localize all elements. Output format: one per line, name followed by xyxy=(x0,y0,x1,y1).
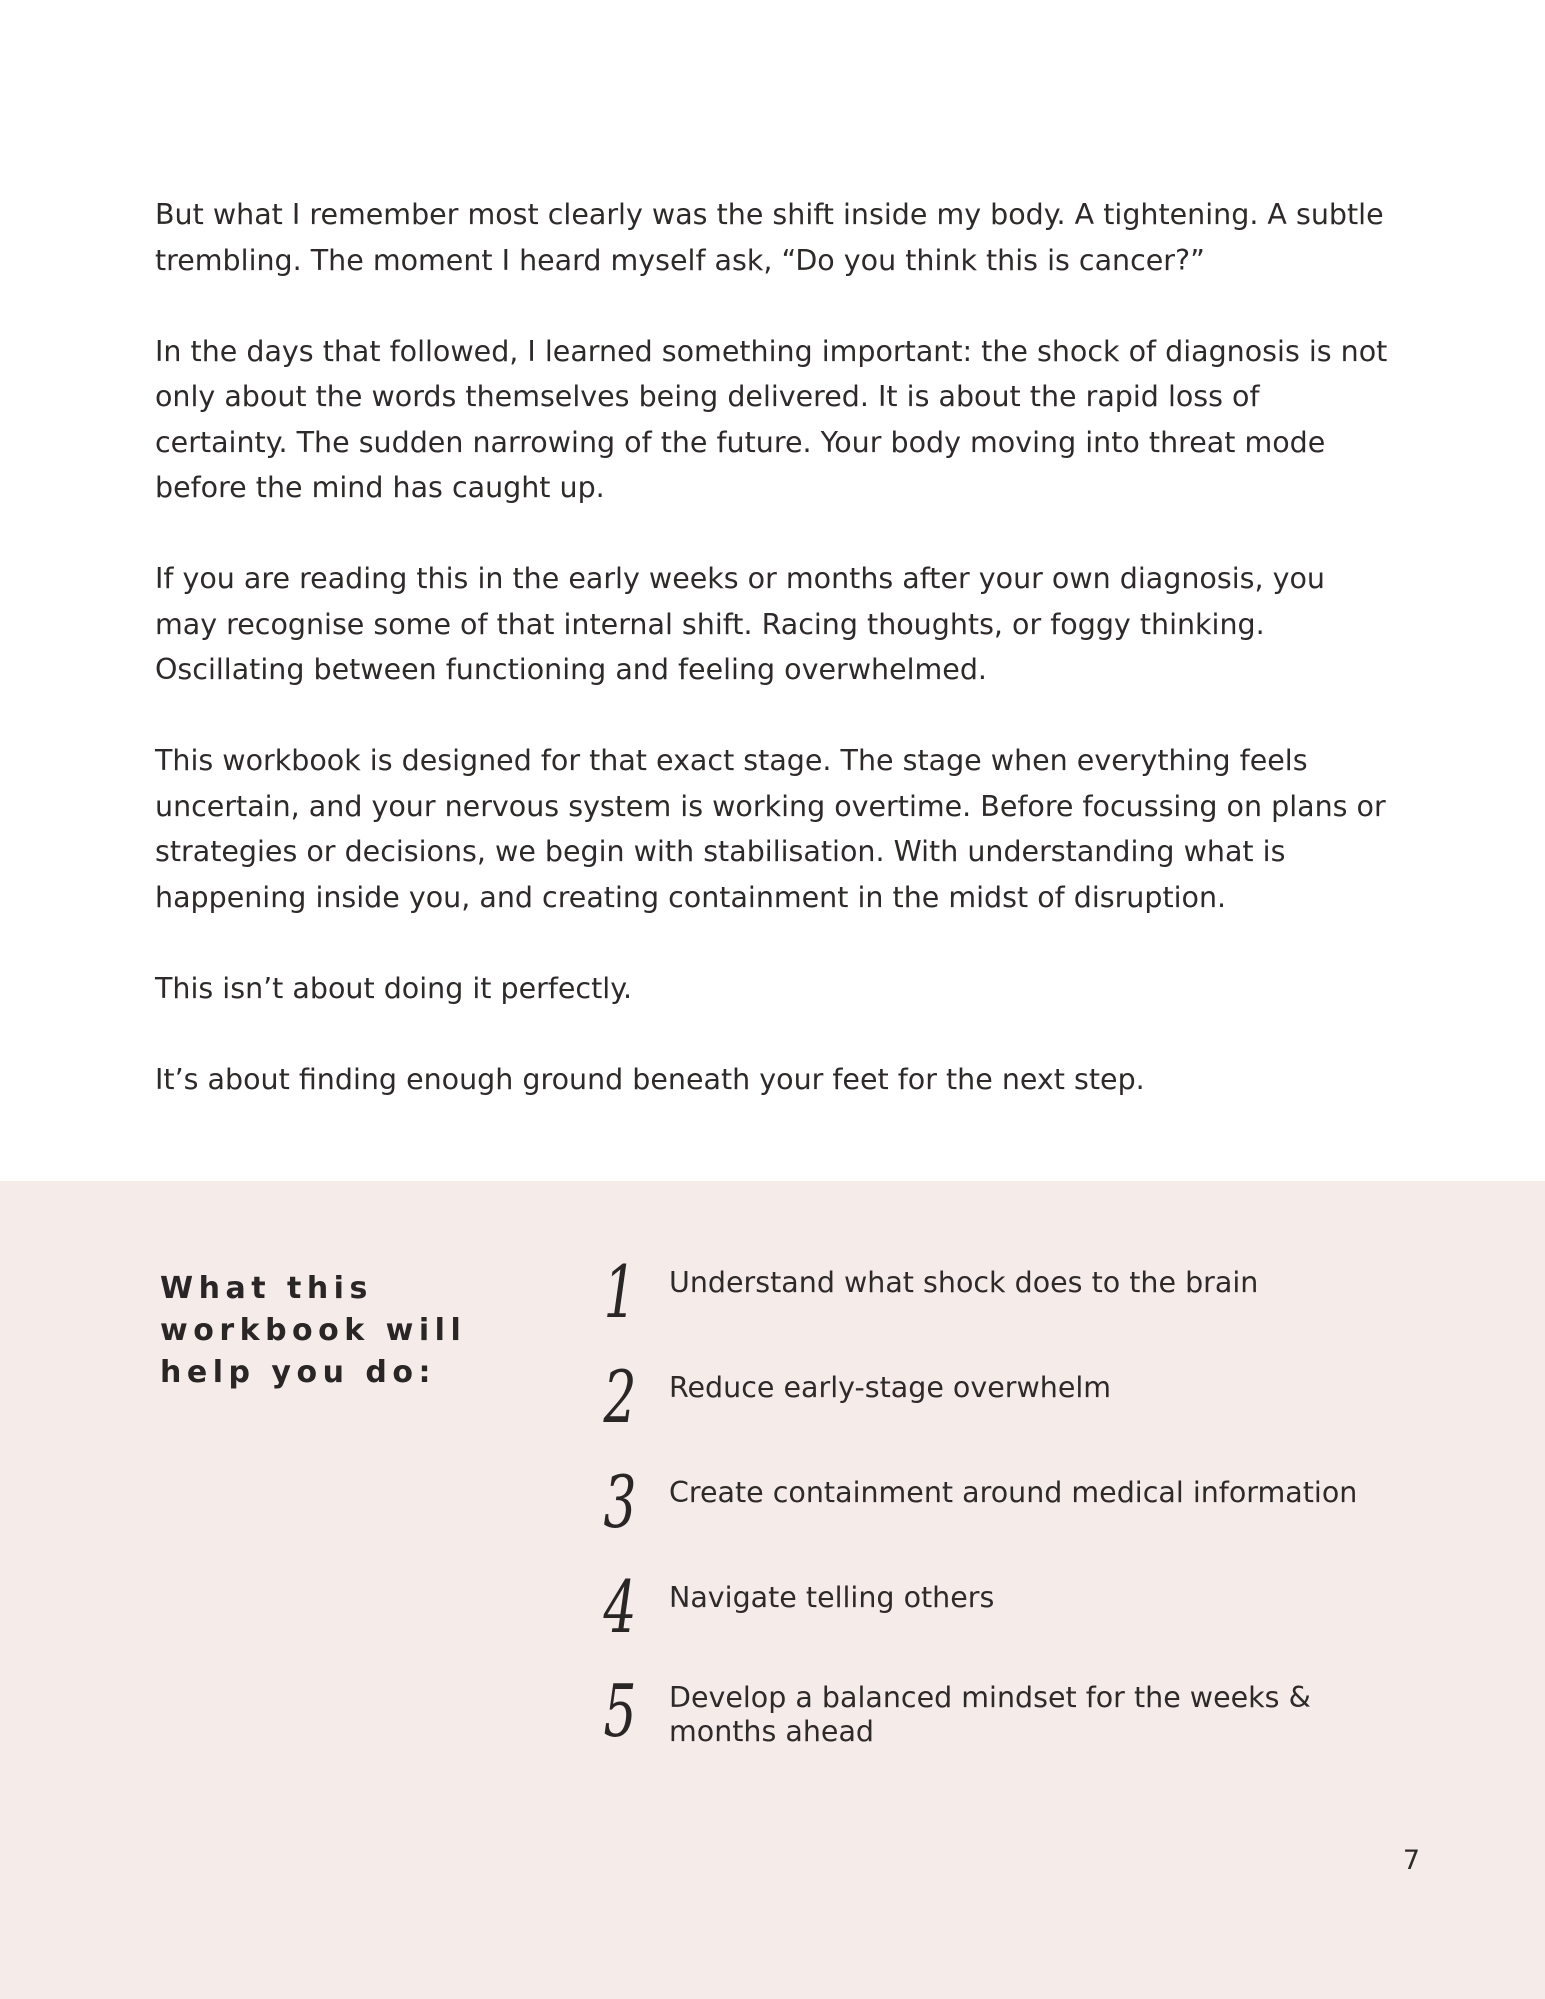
list-item xyxy=(590,1357,1490,1447)
paragraph: It’s about finding enough ground beneath your feet for the next step. xyxy=(155,1062,1145,1096)
body-text xyxy=(155,192,1395,1148)
highlight-heading: What this workbook will help you do: xyxy=(160,1271,467,1390)
page-number: 7 xyxy=(1402,1845,1420,1876)
step-number: 5 xyxy=(603,1669,637,1753)
paragraph: But what I remember most clearly was the shift inside my body. A tightening. A subtle trembling. The moment I heard myself ask, “Do you think this is cancer?” xyxy=(155,198,1384,277)
list-item xyxy=(590,1462,1490,1552)
step-text: Understand what shock does to the brain xyxy=(669,1266,1259,1299)
step-text: Create containment around medical information xyxy=(669,1476,1358,1509)
paragraph: If you are reading this in the early weeks or months after your own diagnosis, you may recognise some of that internal shift. Racing thoughts, or foggy thinking. Oscillating between functioning and feeling overwhelmed. xyxy=(155,562,1325,686)
step-text: Navigate telling others xyxy=(669,1581,995,1614)
step-number: 4 xyxy=(603,1565,637,1649)
paragraph: This workbook is designed for that exact stage. The stage when everything feels uncertain, and your nervous system is working overtime. Before focussing on plans or strategies or decisions, we begin with stabilisation. With understanding what is happening inside you, and creating containment in the midst of disruption. xyxy=(155,744,1386,914)
step-number: 2 xyxy=(603,1355,637,1439)
list-item xyxy=(590,1671,1490,1761)
step-number: 3 xyxy=(603,1460,637,1544)
step-number: 1 xyxy=(603,1250,637,1334)
paragraph: In the days that followed, I learned something important: the shock of diagnosis is not only about the words themselves being delivered. It is about the rapid loss of certainty. The sudden narrowing of the future. Your body moving into threat mode before the mind has caught up. xyxy=(155,334,1388,504)
step-text: Reduce early-stage overwhelm xyxy=(669,1371,1112,1404)
paragraph: This isn’t about doing it perfectly. xyxy=(155,971,633,1005)
list-item xyxy=(590,1567,1490,1657)
list-item xyxy=(590,1252,1490,1342)
step-text: Develop a balanced mindset for the weeks & months ahead xyxy=(669,1681,1311,1748)
